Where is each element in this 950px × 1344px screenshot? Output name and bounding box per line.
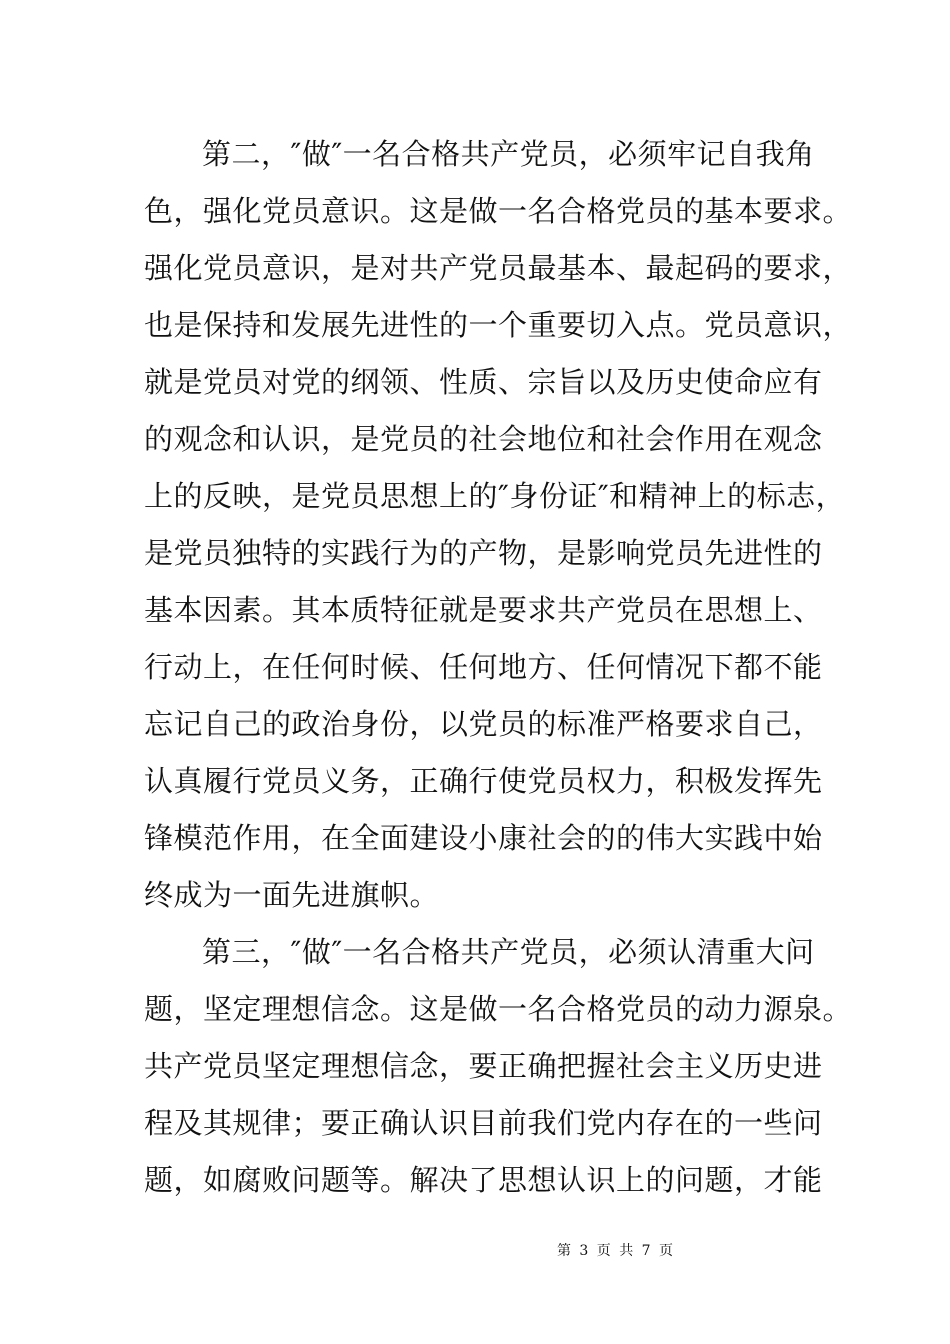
paragraph-2-line-8: 是党员独特的实践行为的产物，是影响党员先进性的: [144, 536, 823, 570]
paragraph-3-line-2: 题，坚定理想信念。这是做一名合格党员的动力源泉。: [144, 992, 853, 1026]
paragraph-2-line-14: 终成为一面先进旗帜。: [144, 878, 440, 912]
paragraph-2-line-6: 的观念和认识，是党员的社会地位和社会作用在观念: [144, 422, 823, 456]
page-number-footer: 第 3 页 共 7 页: [556, 1243, 676, 1259]
paragraph-2-line-12: 认真履行党员义务，正确行使党员权力，积极发挥先: [144, 764, 823, 798]
paragraph-2-line-1: 第二，″做″一名合格共产党员，必须牢记自我角: [202, 137, 815, 171]
paragraph-2-line-13: 锋模范作用，在全面建设小康社会的的伟大实践中始: [144, 821, 823, 855]
paragraph-3-line-4: 程及其规律；要正确认识目前我们党内存在的一些问: [144, 1106, 823, 1140]
paragraph-2-line-11: 忘记自己的政治身份，以党员的标准严格要求自己，: [144, 707, 823, 741]
paragraph-3-line-3: 共产党员坚定理想信念，要正确把握社会主义历史进: [144, 1049, 823, 1083]
paragraph-2-line-9: 基本因素。其本质特征就是要求共产党员在思想上、: [144, 593, 823, 627]
paragraph-2-line-3: 强化党员意识，是对共产党员最基本、最起码的要求，: [144, 251, 853, 285]
paragraph-2-line-4: 也是保持和发展先进性的一个重要切入点。党员意识，: [144, 308, 853, 342]
paragraph-2-line-10: 行动上，在任何时候、任何地方、任何情况下都不能: [144, 650, 823, 684]
paragraph-3-line-1: 第三，″做″一名合格共产党员，必须认清重大问: [202, 935, 815, 969]
paragraph-2-line-5: 就是党员对党的纲领、性质、宗旨以及历史使命应有: [144, 365, 823, 399]
paragraph-2-line-7: 上的反映，是党员思想上的″身份证″和精神上的标志，: [144, 479, 846, 513]
paragraph-2-line-2: 色，强化党员意识。这是做一名合格党员的基本要求。: [144, 194, 853, 228]
paragraph-3-line-5: 题，如腐败问题等。解决了思想认识上的问题，才能: [144, 1163, 823, 1197]
